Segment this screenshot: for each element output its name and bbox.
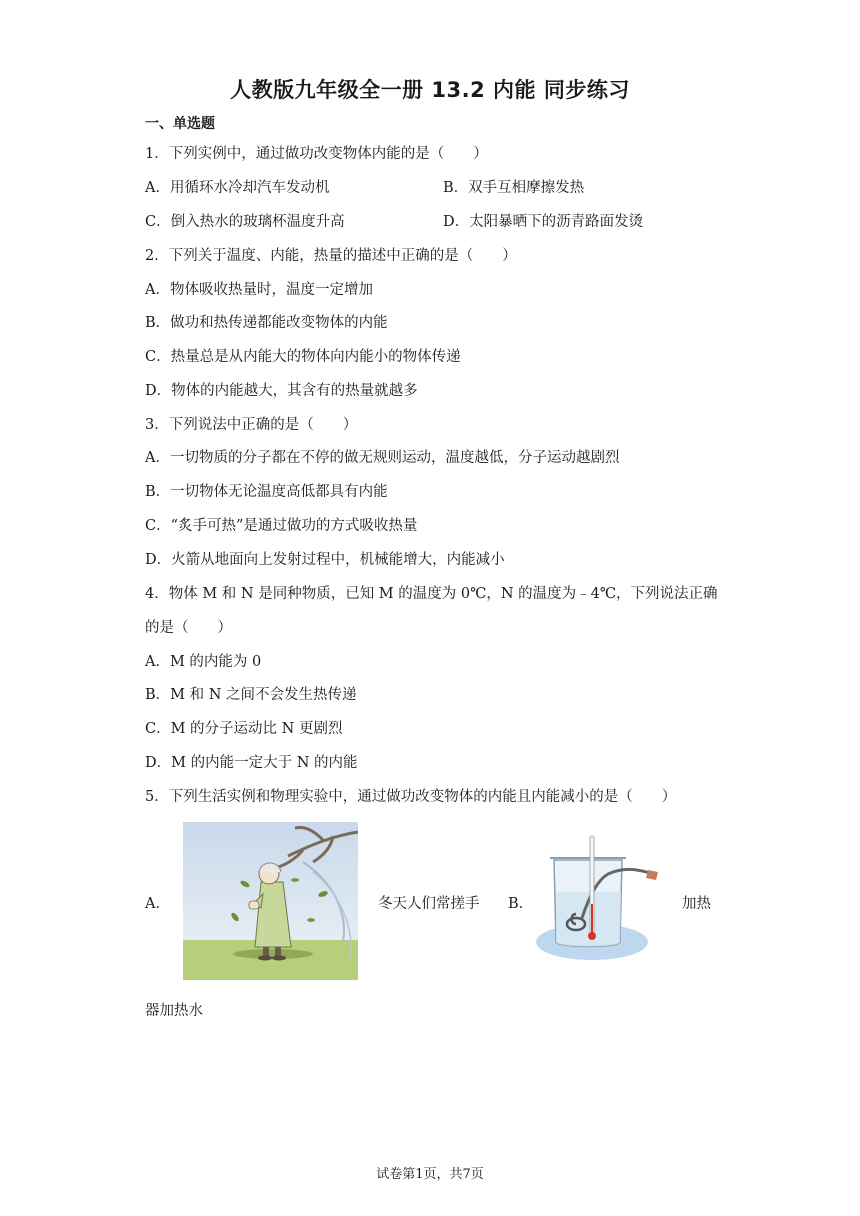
question-3-option-d: D．火箭从地面向上发射过程中，机械能增大，内能减小 — [145, 552, 505, 568]
option-a-illustration — [183, 822, 358, 980]
option-b-illustration — [536, 834, 659, 962]
question-4-stem-line-1: 4．物体 M 和 N 是同种物质，已知 M 的温度为 0℃，N 的温度为﹣4℃，下列说法正确 — [145, 586, 718, 602]
question-1-stem: 1．下列实例中，通过做功改变物体内能的是（ ） — [145, 146, 488, 162]
question-1-option-d: D．太阳暴晒下的沥青路面发烫 — [443, 214, 644, 230]
question-2-option-a: A．物体吸收热量时，温度一定增加 — [145, 282, 373, 298]
beaker-heater-image — [536, 834, 659, 962]
page-title: 人教版九年级全一册 13.2 内能 同步练习 — [230, 78, 630, 102]
question-3-option-a: A．一切物质的分子都在不停的做无规则运动，温度越低，分子运动越剧烈 — [145, 450, 620, 466]
question-4-option-b: B．M 和 N 之间不会发生热传递 — [145, 687, 357, 703]
question-4-option-a: A．M 的内能为 0 — [145, 654, 262, 670]
question-3-option-c: C．“炙手可热”是通过做功的方式吸收热量 — [145, 518, 418, 534]
question-1-option-b: B．双手互相摩擦发热 — [443, 180, 585, 196]
question-3-stem: 3．下列说法中正确的是（ ） — [145, 417, 358, 433]
question-5-option-a-text: 冬天人们常搓手 — [378, 896, 480, 912]
section-heading: 一、单选题 — [145, 116, 215, 132]
question-2-option-d: D．物体的内能越大，其含有的热量就越多 — [145, 383, 418, 399]
question-4-stem-line-2: 的是（ ） — [145, 620, 232, 636]
question-5-option-a-letter: A． — [145, 896, 170, 912]
question-4-option-d: D．M 的内能一定大于 N 的内能 — [145, 755, 358, 771]
person-rubbing-hands-image — [183, 822, 358, 980]
question-5-option-b-text: 加热 — [682, 896, 711, 912]
question-2-stem: 2．下列关于温度、内能，热量的描述中正确的是（ ） — [145, 248, 517, 264]
question-1-option-a: A．用循环水冷却汽车发动机 — [145, 180, 330, 196]
question-4-option-c: C．M 的分子运动比 N 更剧烈 — [145, 721, 343, 737]
page-footer: 试卷第1页，共7页 — [376, 1167, 484, 1182]
question-5-option-b-letter: B． — [508, 896, 534, 912]
question-5-option-b-text-cont: 器加热水 — [145, 1003, 203, 1019]
question-1-option-c: C．倒入热水的玻璃杯温度升高 — [145, 214, 345, 230]
question-2-option-c: C．热量总是从内能大的物体向内能小的物体传递 — [145, 349, 461, 365]
question-3-option-b: B．一切物体无论温度高低都具有内能 — [145, 484, 388, 500]
question-5-stem: 5．下列生活实例和物理实验中，通过做功改变物体的内能且内能减小的是（ ） — [145, 789, 677, 805]
question-2-option-b: B．做功和热传递都能改变物体的内能 — [145, 315, 388, 331]
